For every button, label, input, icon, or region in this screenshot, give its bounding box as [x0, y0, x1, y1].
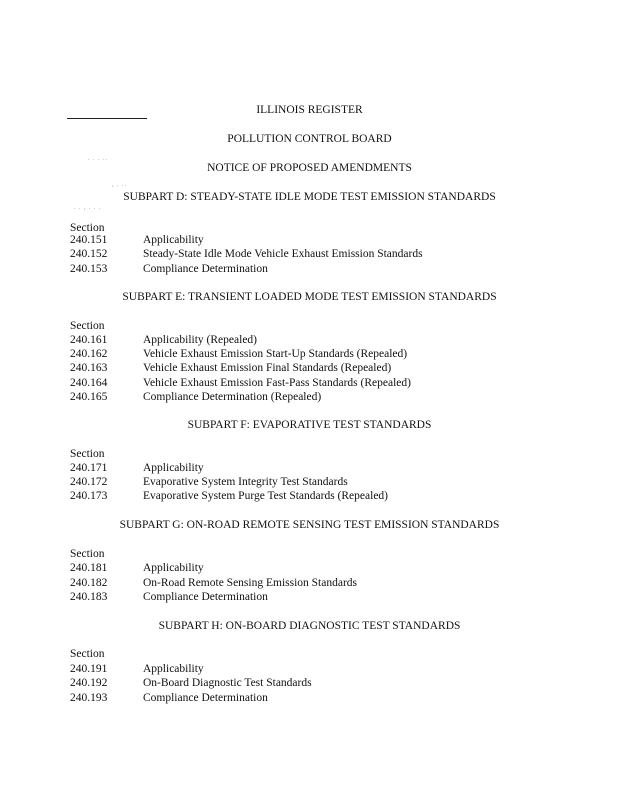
section-number: 240.163	[70, 362, 108, 374]
subpart-heading: SUBPART G: ON-ROAD REMOTE SENSING TEST EMISSION STANDARDS	[119, 519, 500, 531]
section-title: Applicability (Repealed)	[143, 334, 258, 346]
subpart-heading: SUBPART H: ON-BOARD DIAGNOSTIC TEST STANDARDS	[158, 620, 461, 632]
scan-speck: , . ..	[112, 182, 127, 188]
section-title: Vehicle Exhaust Emission Fast-Pass Standards (Repealed)	[143, 377, 411, 389]
section-number: 240.161	[70, 334, 108, 346]
notice-title: NOTICE OF PROPOSED AMENDMENTS	[207, 162, 412, 174]
section-title: Vehicle Exhaust Emission Final Standards (Repealed)	[143, 362, 392, 374]
section-title: Vehicle Exhaust Emission Start-Up Standards (Repealed)	[143, 348, 408, 360]
scan-speck: . . , . . .	[74, 205, 102, 211]
list-item	[70, 263, 268, 275]
section-number: 240.192	[70, 677, 108, 689]
section-number: 240.165	[70, 391, 108, 403]
list-item	[70, 692, 268, 704]
section-number: 240.153	[70, 263, 108, 275]
subpart-heading: SUBPART E: TRANSIENT LOADED MODE TEST EMISSION STANDARDS	[122, 291, 497, 303]
section-number: 240.162	[70, 348, 108, 360]
section-number: 240.164	[70, 377, 108, 389]
section-number: 240.173	[70, 490, 108, 502]
section-number: 240.183	[70, 591, 108, 603]
section-title: Applicability	[143, 663, 204, 675]
section-title: Compliance Determination	[143, 591, 268, 603]
section-number: 240.171	[70, 462, 108, 474]
list-item	[70, 490, 388, 502]
list-item	[70, 663, 204, 675]
section-title: On-Road Remote Sensing Emission Standards	[143, 577, 358, 589]
list-item	[70, 362, 391, 374]
section-number: 240.193	[70, 692, 108, 704]
section-label: Section	[70, 320, 105, 332]
header-rule	[67, 118, 147, 119]
section-label: Section	[70, 548, 105, 560]
list-item	[70, 234, 204, 246]
section-title: Applicability	[143, 462, 204, 474]
subpart-heading: SUBPART D: STEADY-STATE IDLE MODE TEST EMISSION STANDARDS	[123, 191, 496, 203]
list-item	[70, 377, 411, 389]
section-label: Section	[70, 648, 105, 660]
section-title: Evaporative System Purge Test Standards (Repealed)	[143, 490, 389, 502]
list-item	[70, 577, 357, 589]
list-item	[70, 562, 204, 574]
section-label: Section	[70, 448, 105, 460]
list-item	[70, 248, 423, 260]
list-item	[70, 391, 321, 403]
section-title: Evaporative System Integrity Test Standards	[143, 476, 348, 488]
section-title: Steady-State Idle Mode Vehicle Exhaust Emission Standards	[143, 248, 423, 260]
section-number: 240.182	[70, 577, 108, 589]
section-title: Compliance Determination	[143, 263, 268, 275]
section-title: On-Board Diagnostic Test Standards	[143, 677, 312, 689]
section-title: Compliance Determination (Repealed)	[143, 391, 322, 403]
section-title: Applicability	[143, 234, 204, 246]
list-item	[70, 462, 204, 474]
section-number: 240.152	[70, 248, 108, 260]
section-label: Section	[70, 222, 105, 234]
section-number: 240.151	[70, 234, 108, 246]
section-number: 240.181	[70, 562, 108, 574]
list-item	[70, 591, 268, 603]
board-name: POLLUTION CONTROL BOARD	[227, 133, 392, 145]
register-title: ILLINOIS REGISTER	[256, 104, 363, 116]
list-item	[70, 677, 312, 689]
section-number: 240.191	[70, 663, 108, 675]
list-item	[70, 334, 257, 346]
subpart-heading: SUBPART F: EVAPORATIVE TEST STANDARDS	[187, 419, 432, 431]
section-number: 240.172	[70, 476, 108, 488]
section-title: Compliance Determination	[143, 692, 268, 704]
section-title: Applicability	[143, 562, 204, 574]
list-item	[70, 476, 348, 488]
list-item	[70, 348, 407, 360]
scan-speck: . . . ..	[88, 156, 108, 162]
